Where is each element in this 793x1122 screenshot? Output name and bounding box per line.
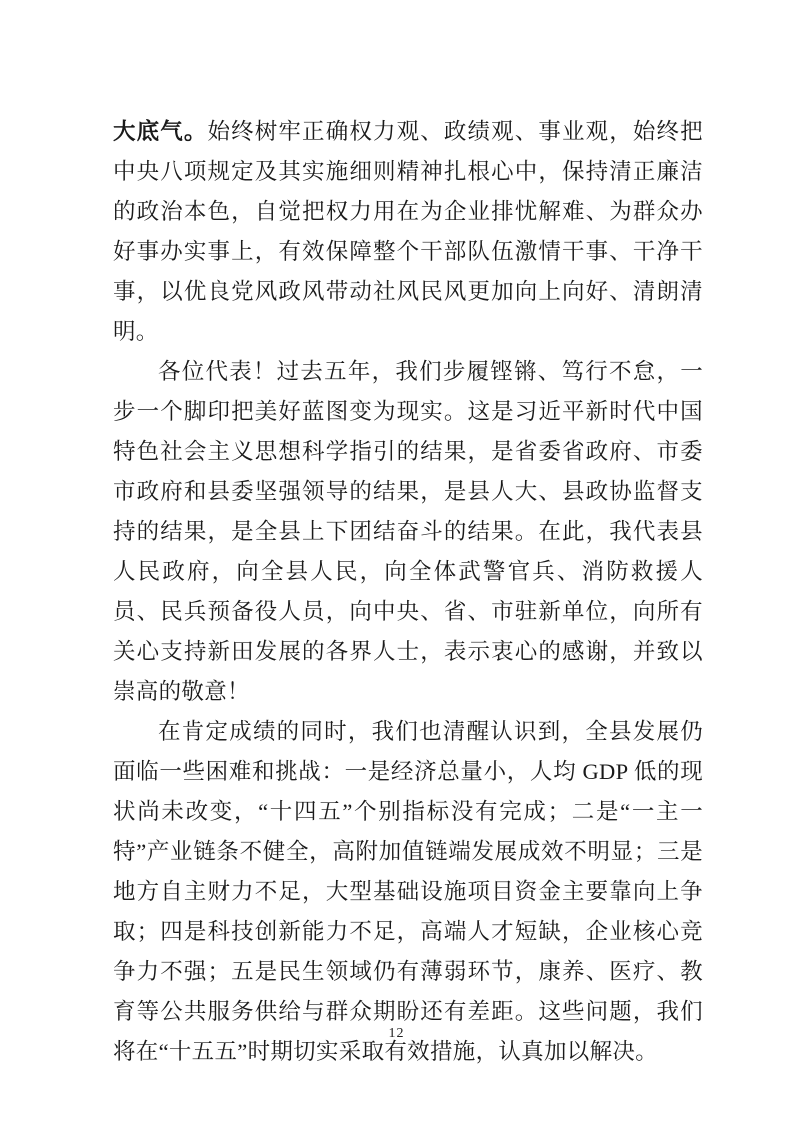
body-paragraph [113,712,703,1072]
body-paragraph [113,352,703,712]
run-in-heading: 大底气。 [113,119,208,144]
body-paragraph [113,112,703,352]
document-body [113,112,703,1072]
paragraph-text: 在肯定成绩的同时，我们也清醒认识到，全县发展仍面临一些困难和挑战：一是经济总量小，人均 GDP 低的现状尚未改变，“十四五”个别指标没有完成；二是“一主一特”产业链条不健全，高附加值链端发展成效不明显；三是地方自主财力不足，大型基础设施项目资金主要靠向上争取；四是科技创新能力不足，高端人才短缺，企业核心竞争力不强；五是民生领域仍有薄弱环节，康养、医疗、教育等公共服务供给与群众期盼还有差距。这些问题，我们将在“十五五”时期切实采取有效措施，认真加以解决。 [113,719,703,1064]
paragraph-text: 始终树牢正确权力观、政绩观、事业观，始终把中央八项规定及其实施细则精神扎根心中，保持清正廉洁的政治本色，自觉把权力用在为企业排忧解难、为群众办好事办实事上，有效保障整个干部队伍激情干事、干净干事，以优良党风政风带动社风民风更加向上向好、清朗清明。 [113,119,703,344]
page-number: 12 [388,1026,405,1041]
paragraph-text: 各位代表！过去五年，我们步履铿锵、笃行不怠，一步一个脚印把美好蓝图变为现实。这是习近平新时代中国特色社会主义思想科学指引的结果，是省委省政府、市委市政府和县委坚强领导的结果，是县人大、县政协监督支持的结果，是全县上下团结奋斗的结果。在此，我代表县人民政府，向全县人民，向全体武警官兵、消防救援人员、民兵预备役人员，向中央、省、市驻新单位，向所有关心支持新田发展的各界人士，表示衷心的感谢，并致以崇高的敬意！ [113,359,703,704]
